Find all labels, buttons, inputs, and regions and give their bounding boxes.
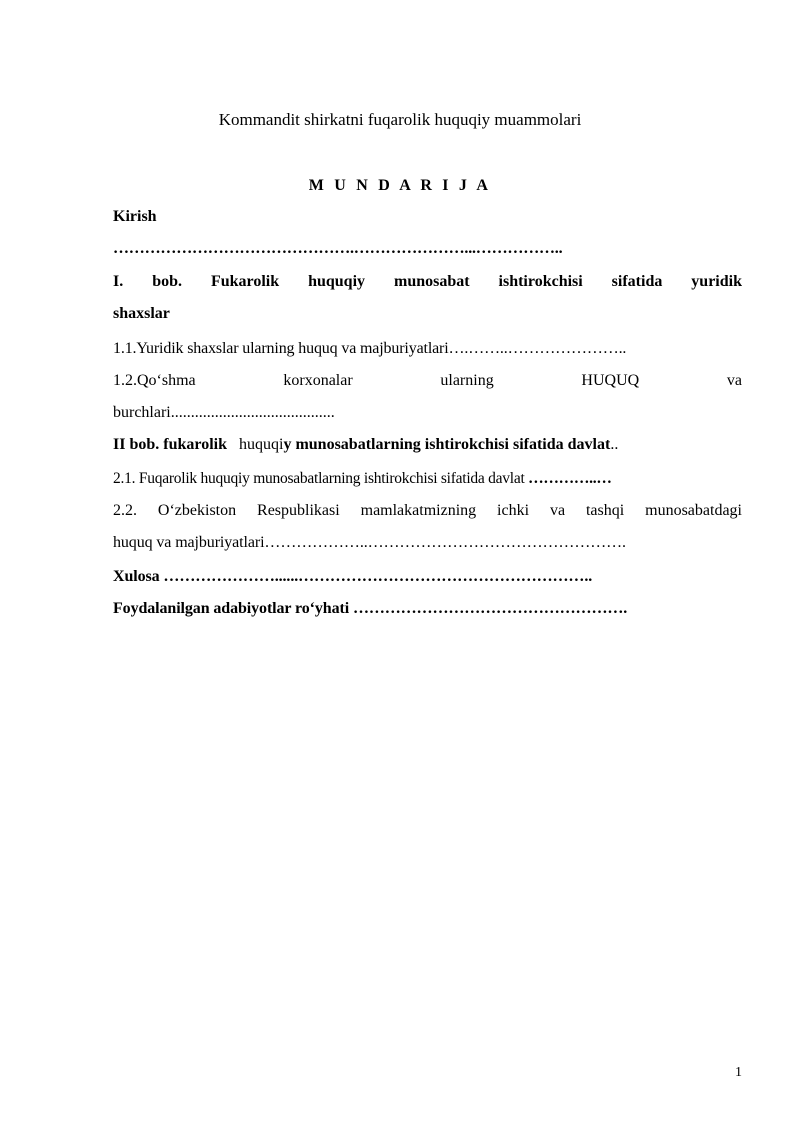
toc-entry-2-1	[113, 468, 742, 490]
toc-heading: M U N D A R I J A	[308, 177, 492, 194]
page-number: 1	[735, 1065, 742, 1080]
chapter-2-dots: ..	[610, 436, 619, 453]
toc-entry-2-2-cont: huquq va majburiyatlari………………..………………………………………….	[113, 534, 626, 551]
chapter-2-title: y munosabatlarning ishtirokchisi sifatida davlat	[283, 436, 611, 453]
toc-entry-xulosa: Xulosa …………………......………………………………………………..	[113, 568, 593, 585]
toc-entry-2-2: 2.2. O‘zbekiston Respublikasi mamlakatmizning ichki va tashqi munosabatdagi	[113, 502, 742, 519]
toc-entry-kirish: Kirish	[113, 208, 157, 225]
toc-entry-foydalanilgan-adabiyotlar: Foydalanilgan adabiyotlar ro‘yhati …………………………………………….	[113, 600, 628, 617]
toc-entry-1-1: 1.1.Yuridik shaxslar ularning huquq va majburiyatlari….……..…………………..	[113, 340, 627, 357]
toc-entry-kirish-dots: ……………………………………….…………………...……………..	[113, 240, 563, 257]
chapter-2-label: II bob. fukarolik	[113, 436, 227, 453]
toc-entry-chapter-1-cont: shaxslar	[113, 305, 170, 322]
toc-entry-chapter-1: I. bob. Fukarolik huquqiy munosabat ishtirokchisi sifatida yuridik	[113, 273, 742, 290]
toc-entry-2-1-text: 2.1. Fuqarolik huquqiy munosabatlarning ishtirokchisi sifatida davlat	[113, 470, 529, 487]
document-title: Kommandit shirkatni fuqarolik huquqiy muammolari	[218, 110, 582, 129]
toc-entry-2-1-dots: …………..…	[528, 470, 612, 487]
toc-entry-1-2-cont: burchlari.........................................	[113, 404, 335, 421]
toc-entry-1-2: 1.2.Qo‘shma korxonalar ularning HUQUQ va	[113, 372, 742, 389]
toc-entry-chapter-2	[113, 434, 742, 456]
chapter-2-word: huquqi	[238, 436, 284, 453]
